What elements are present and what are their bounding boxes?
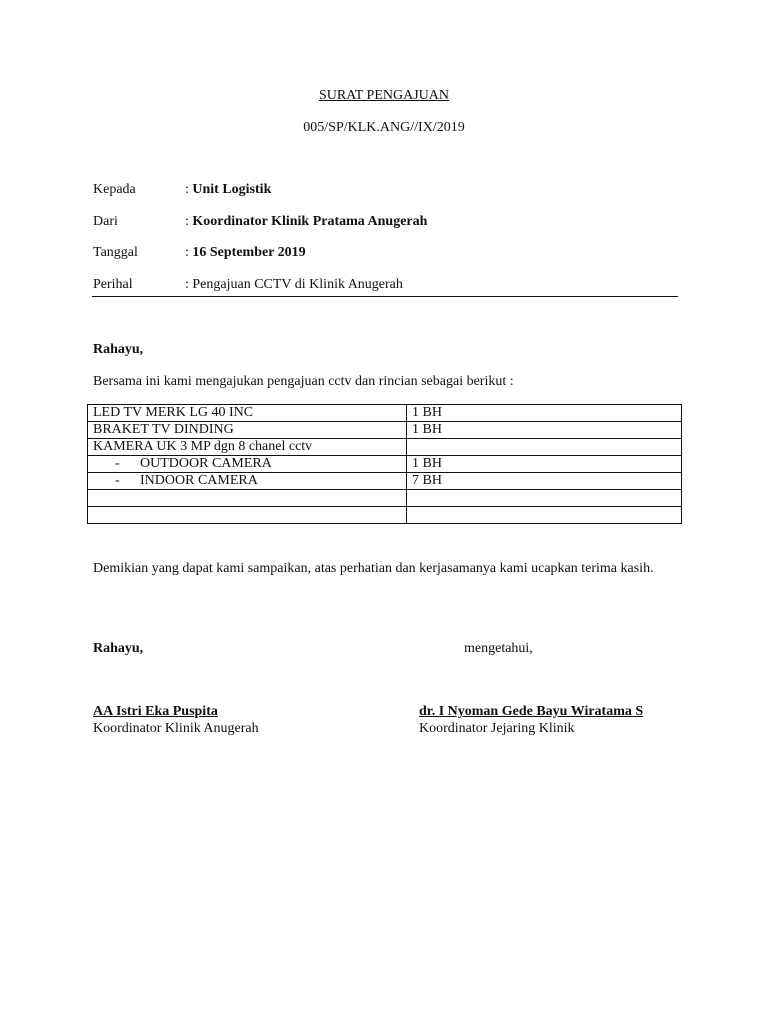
item-qty-cell: 7 BH: [407, 473, 682, 490]
header-kepada-text: Unit Logistik: [192, 182, 272, 197]
header-value-kepada: [185, 182, 271, 198]
item-name: OUTDOOR CAMERA: [140, 456, 272, 471]
item-name-cell: [88, 490, 407, 507]
item-name-cell: [88, 439, 407, 456]
item-qty-cell: [407, 507, 682, 524]
signoff-salutation-left: Rahayu,: [93, 641, 144, 656]
signer-right-name: dr. I Nyoman Gede Bayu Wiratama S: [419, 704, 644, 719]
item-qty-cell: [407, 439, 682, 456]
intro-text: Bersama ini kami mengajukan pengajuan cctv dan rincian sebagai berikut :: [93, 374, 514, 389]
item-dash: -: [115, 456, 120, 471]
signoff-salutation-right: mengetahui,: [464, 641, 533, 656]
greeting: Rahayu,: [93, 342, 144, 357]
header-label-tanggal: Tanggal: [93, 245, 138, 260]
header-separator: :: [185, 245, 193, 260]
item-qty-cell: 1 BH: [407, 422, 682, 439]
header-label-dari: Dari: [93, 214, 118, 229]
table-row: [88, 490, 682, 507]
header-separator: :: [185, 182, 193, 197]
item-name-cell: [88, 507, 407, 524]
header-label-kepada: Kepada: [93, 182, 136, 197]
item-name: LED TV MERK LG 40 INC: [93, 405, 254, 420]
items-table: [87, 404, 682, 524]
header-label-perihal: Perihal: [93, 277, 133, 292]
table-row: [88, 422, 682, 439]
header-divider: [92, 296, 678, 297]
signer-left-name: AA Istri Eka Puspita: [93, 704, 218, 719]
table-row: [88, 507, 682, 524]
table-row: [88, 439, 682, 456]
item-qty-cell: 1 BH: [407, 405, 682, 422]
item-name-cell: [88, 456, 407, 473]
table-row: [88, 473, 682, 490]
table-row: [88, 456, 682, 473]
header-separator: :: [185, 277, 193, 292]
item-dash: -: [115, 473, 120, 488]
item-qty-cell: 1 BH: [407, 456, 682, 473]
header-perihal-text: Pengajuan CCTV di Klinik Anugerah: [192, 277, 403, 292]
item-name: BRAKET TV DINDING: [93, 422, 234, 437]
item-name: KAMERA UK 3 MP dgn 8 chanel cctv: [93, 439, 313, 454]
closing-paragraph: Demikian yang dapat kami sampaikan, atas perhatian dan kerjasamanya kami ucapkan terima kasih.: [93, 561, 654, 576]
item-name-cell: [88, 422, 407, 439]
items-table-body: [88, 405, 682, 524]
item-name: INDOOR CAMERA: [140, 473, 258, 488]
item-name-cell: [88, 405, 407, 422]
signer-left-title: Koordinator Klinik Anugerah: [93, 721, 259, 736]
item-name-cell: [88, 473, 407, 490]
header-tanggal-text: 16 September 2019: [192, 245, 306, 260]
header-dari-text: Koordinator Klinik Pratama Anugerah: [192, 214, 428, 229]
header-value-tanggal: [185, 245, 306, 261]
header-value-perihal: [185, 277, 403, 293]
signer-right-title: Koordinator Jejaring Klinik: [419, 721, 575, 736]
table-row: [88, 405, 682, 422]
letter-title: SURAT PENGAJUAN: [318, 88, 450, 103]
header-separator: :: [185, 214, 193, 229]
letter-number: 005/SP/KLK.ANG//IX/2019: [303, 120, 465, 135]
header-value-dari: [185, 214, 427, 230]
item-qty-cell: [407, 490, 682, 507]
